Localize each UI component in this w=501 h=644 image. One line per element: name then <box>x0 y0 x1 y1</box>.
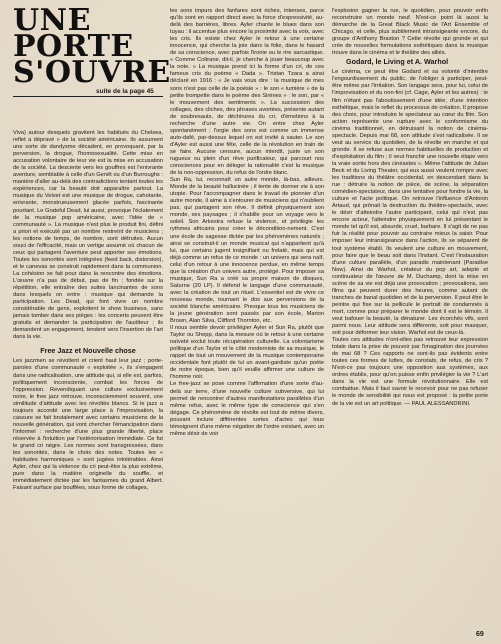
text-column-3 <box>332 8 488 628</box>
article-title <box>13 3 171 90</box>
paragraph-final <box>332 337 488 407</box>
paragraph-text: Toutes ces attitudes n'ont-elles pas retrouvé leur expression totale dans la prise de pouvoir par l'imagination des journées de mai 68 ? Ces rapports ne sont-ils pas évidents entre toutes ces formes de luttes, de constats, de refus, de cris ? N'est-ce pas toujours une opposition aux systèmes, aux ordres établis, pour qu'on puisse enfin privilégier la vie ? L'art dans la vie est une formule révolutionnaire. Elle est combattue. Mais il faut savoir le recevoir pour ne pas refuser le monde de sensibilité qui nous est proposé : la petite porte de la vie est un art politique. — <box>332 337 488 407</box>
paragraph: Les jazzmen se révoltent et crient haut leur jazz ; porte-paroles d'une communauté « exploitée », ils s'engagent dans une radicalisation, une attitude qui, si elle est, parfois, politiquement inconsciente, combat les forces de l'oppression. Revendiquant une culture exclusivement noire, le free jazz retrouve, inconsciemment souvent, une similitude d'attitude avec les révoltés blancs. Si le jazz a toujours accordé une large place à l'improvisation, la cassure se fait brutalement avec certains musiciens de la nouvelle génération, qui vont chercher l'émancipation dans l'informel : recherche d'une plus grande liberté, place réservée à l'intuition par l'extériorisation immédiate. Ce fut le grand cri nègre. Les normes sont transgressées, dans les sonorités, dans le choix des notes. Toutes les « habitudes harmoniques » sont jugées intolérables. Ainsi Ayler, chez qui la violence du cri peut-être la plus extrême, pure dans la matière originelle du souffle, et immédiatement dictée par les fantasmes du grand Albert. Faisant surface par bouffées, sous forme de collages, <box>13 358 163 492</box>
title-rule <box>13 96 163 97</box>
title-line-3: S'OUVRE <box>13 55 171 90</box>
page-number: 69 <box>476 631 484 638</box>
text-column-2 <box>170 8 324 624</box>
author-signature: PAUL ALESSANDRINI. <box>411 400 471 407</box>
paragraph: les sons impurs des fanfares sont riches, intenses, parce qu'ils sont en rapport direct avec la force d'expressivité, au-delà des barrières, libres. Ayler chante le blues dans son tuyau : il accentue plus encore la proximité avec la voix, avec les cris. Ils existe chez Ayler le retour à une certaine innocence, qui cherche la joie dans la folie, dans le hasard de sa conscience, avec parfois l'ironie ou le rire sarcastique. « Comme Coltrane, dit-il, je cherche à jouer beaucoup avec la note. » La musique prend ici la forme d'un cri, de ces fameux cris du poème « Dada ». Tristan Tzara a ainsi déclaré en 1916 : « Je vais vous dire : la musique de mes sons n'est pas celle de la poésie » : le son « lumière » de la petite trompette dans le poème des Sirènes » : le son, par « le mouvement des sentiments ». La succession des collages, des cliches, des phrases avortées, présente autant de soubresauts, de déchirures du cri, d'émotions à la recherche d'une autre vie. On entre chez Ayler spontanément ; l'orgie des sons est comme un immense auto-dafé, par-dessus lequel on est invité à sauter. Le son d'Ayler est aussi une fête, celle de la révolution en train de se faire. Aucune censure, aucun interdit, juste un son rugueux ou plein d'un rêve purificateur, qui parcourt nos consciences pour en déloger la rationalité c'est la musique de la non-oppression, du refus de l'ordre blanc. <box>170 8 324 177</box>
continued-from-label: suite de la page 45 <box>96 88 154 95</box>
paragraph: Sun Ra, lui, reconnaît un autre monde, là-bas, ailleurs. Monde de la beauté hallucinée ; il tente de donner vie à son utopie. Pour l'accompagner dans le travail de pionnier d'un autre monde, il aime à s'entourer de musiciens qui n'oublient pas, qui partagent son rêve. Il définit physiquement son monde, ses paysages ; il s'habille pour un voyage vers le soleil. Son Arkestra refuse la violence, et privilégie les rythmes africains pour créer le décondition-nement. C'est une école de sagesse dictée par les phénomènes naturels ; ainsi se construit-il un monde musical qui n'appartient qu'à lui, que certains jugent insignifiant ou frelaté, mais qui est déjà comme un refus de ce monde : un univers qui sera naïf, celui d'un retour à une innocence perdue, en même temps que la création d'un univers autre, protégé. Pour imposer sa musique, Sun Ra a créé sa propre maison de disques, Saturne (20 LP). Il défend le langage d'une communauté, avec la création de tout un rituel. L'essentiel est de vivre ce nouveau monde, tournant le dos aux perversions de la société blanche américaine. Presque tous les musiciens de la jeune génération sont passés par son école, Marion Brown, Alan Silva, Clifford Thornton, etc. <box>170 177 324 325</box>
paragraph: Viva) autour desquels gravitent les habitués du Chelsea, reflet a dépravé » de la société américaine. Ils assument une sorte de dandysme décadent, en provoquant, par la perversion, la drogue, l'homosexualité. Cette mise en accusation volontaire de leur vie est la mise en accusation de la société. La descente vers les gouffres est l'enivrante aventure, semblable à celle d'un Genêt ou d'un Burroughs : manière d'aller au-delà des contradictions tentant toutes les expériences, car la beauté doit apparaître partout. La musique du Velvet est une musique de drogue, cahotante, enivrante, monstrueusement glacée parfois, fascinante pourtant. Le Grateful Dead, lui aussi, provoque l'éclatement de la musique pop américaine, avec l'idée de « communauté ». La musique n'est plus le produit fini, défini a priori et exécuté par un nombre restreint de musiciens ; les notions de temps, de nombre, sont détruites. Aucun souci de l'efficacité, mais un vertige assumé où chacun de ceux qui partagent l'aventure peut apporter ses émotions. Toutes les sonorités sont intégrées (feed back, distorsion), et le canevas se construit rapidement dans la communion. La cohésion se fait pour dans la rencontre des émotions. L'œuvre n'a pas de début, pas de fin ; fondée sur la répétition, elle entraîne des suites lancinantes de sons dans lesquels on entre : musique qui demande la participation. Les Dead, qui font vivre un nombre considérable de gens, exploitent le show business, sans jamais tomber dans ses pièges : les concerts peuvent être gratuits et demander la participation de l'auditeur ; ils demandent un engagement, tendent vers l'insertion de l'art dans la vie. <box>13 130 163 341</box>
text-column-1 <box>13 130 163 624</box>
section-heading-free-jazz: Free Jazz et Nouvelle chose <box>40 346 136 356</box>
paragraph: l'explosion gagner la rue, le quotidien, pour pouvoir enfin reconstruire un monde neuf. N'est-ce point là aussi la démarche de la Great Black Music de l'Art Ensemble of Chicago, et celle, plus subtilement intransigeante encore, du groupe d'Anthony Braxton ? Cette révolte qui gronde et qui crée de nouvelles formulations esthétiques dans la musique trouve dans le cinéma et le théâtre des alliés. <box>332 8 488 57</box>
section-heading-godard: Godard, le Living et A. Warhol <box>346 57 449 67</box>
paragraph: Il nous semble devoir privilégier Ayler et Sun Ra, plutôt que Taylor ou Shepp, dans la mesure où le retour à une certaine naïveté exclut toute récupération culturelle. La volontarisme politique d'un Taylor et le côté moderniste de sa musique, le rappel de tout un mouvement de la musique contemporaine occidentale font plutôt de lui un avant-gardiste qu'un poète de notre époque, bien qu'il veuille affirmer une culture de l'homme noir. <box>170 325 324 381</box>
title-line-1: UNE <box>13 3 91 38</box>
title-line-2: PORTE <box>13 29 134 64</box>
paragraph: Le cinéma, ce peut être Godard et sa volonté d'interdire l'engourdissement du public, de l'obliger à participer, peut-être même par l'irritation. Son langage sera, pour lui, celui de l'improvisation et du non-fini (cf. Cage, Ayler et les autres) : le film n'étant pas l'aboutissement d'une idée, d'une intention esthétique, mais le reflet du processus de création. Il propose des choix, pour introduire le spectateur au cœur du film. Son action représente une rupture avec le conformisme du cinéma traditionnel, en détruisant la notion de cinéma-spectacle. Depuis mai 68, son attitude s'est radicalisée. Il se veut au service du quotidien, de la révolte en marche et qui gronde. Il se refuse aux normes habituelles de production et d'exploitation du film ; il veut franchir une nouvelle étape vers la vraie sortie hors des cinéastes ». Même l'attitude de Julian Beck et du Living Theater, qui eux aussi veulent rompre avec les traditions du théâtre occidental, en descendant dans la rue : détruire la notion de pièce, de scène, la séparation comédien-spectateur, dans une tentative pour fondre la vie, la culture et l'acte politique. On retrouve l'influence d'Antonin Artaud, qui prônait la destruction du théâtre-spectacle, avec le désir d'atteindre l'autre participant, celui qui n'est pas encore acteur, l'atteindre physiquement en lui présentant le monde tel qu'il est, absurde, cruel, barbare. Il s'agit de ne pas fuir la réalité pour pouvoir au contraire mieux la saisir. Pour imposer leur intransigeance dans l'action, ils se séparent de tout système établi. Ils veulent une culture en mouvement, pour faire que le beau soit dans l'instant. C'est l'instauration d'une culture parallèle, d'un paradis maintenant (Paradise Now). Ainsi de Warhol, créateur du pop art, adepte et continuateur de l'œuvre de M. Duchamp, dont la mise en scène de sa vie est déjà une provocation ; provocations, ses films qui peuvent durer des heures, comme autant de tranches de banal quotidien et de la perversion. Il peut être le peintre qui fixe sur la pellicule le portrait de condamnés à mort, comme pour préparer le monde dont il est le témoin. Il veut bafouer la beauté, la dénaturer. Les écorchés vifs, sont parmi nous. Leur attitude sera différente, soit pour masquer, soit pour déformer leur vision. Warhol est de ceux-là. <box>332 69 488 337</box>
paragraph: Le free-jazz se pose comme l'affirmation d'une sorte d'au-delà sur terre, d'une nouvelle culture subversive, qui lui permet de rencontrer d'autres manifestations parallèles d'un même refus, avec le même type de conscience qui s'en dégage. Ce phénomène de révolte est tout de même divers, pouvant inclure différentes sortes d'actes qui tous témoignent d'une même négation de l'ordre existant, avec un même désir de voir <box>170 381 324 437</box>
